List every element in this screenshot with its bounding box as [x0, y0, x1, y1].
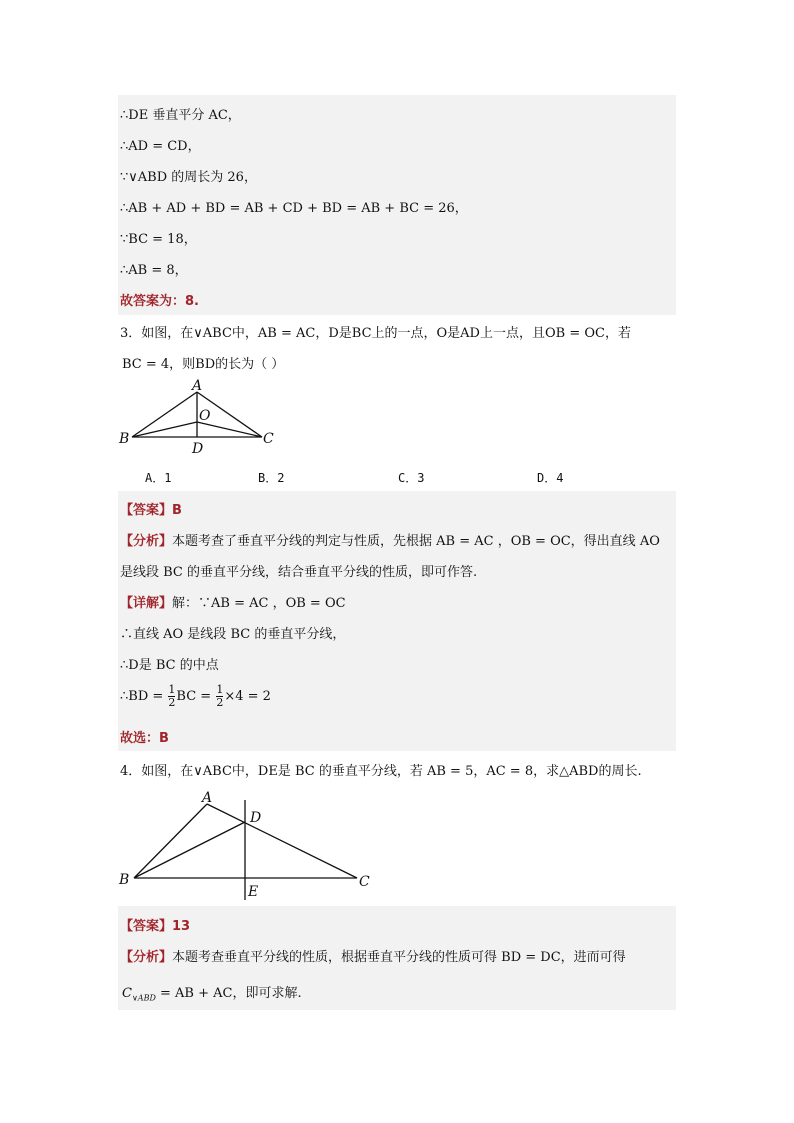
analysis-text: 本题考查垂直平分线的性质，根据垂直平分线的性质可得 BD = DC，进而可得	[172, 950, 626, 965]
q4-label-b: B	[119, 872, 130, 888]
q3-detail-line-2: ∴直线 AO 是线段 BC 的垂直平分线，	[120, 627, 346, 642]
analysis-tag: 【分析】	[120, 534, 173, 549]
solution-line-1: ∴DE 垂直平分 AC，	[120, 108, 241, 123]
solution-block-q4	[118, 906, 676, 1010]
option-c: C．3	[398, 471, 425, 485]
solution-line-6: ∴AB = 8，	[120, 263, 188, 278]
q4-answer-line	[120, 915, 190, 934]
q3-choose-line	[120, 727, 169, 746]
choose-label: 故选：	[120, 731, 160, 746]
answer-value: 13	[172, 919, 191, 934]
q3-answer-line	[120, 499, 182, 518]
q3-analysis-line-2: 是线段 BC 的垂直平分线，结合垂直平分线的性质，即可作答.	[120, 565, 478, 580]
fraction-half-2: $\frac{1}{2}$	[216, 683, 224, 709]
option-a: A．1	[145, 471, 172, 485]
q3-detail-line-4	[120, 684, 271, 709]
solution-line-2: ∴AD = CD，	[120, 139, 201, 154]
q3-line-1: 3．如图，在∨ABC中，AB = AC，D是BC上的一点，O是AD上一点，且OB = OC，若	[120, 326, 631, 341]
detail-text: 解：∵AB = AC ，OB = OC	[172, 596, 346, 611]
q4-analysis-line-1	[120, 946, 626, 965]
solution-block-q2	[118, 95, 676, 315]
option-b: B．2	[258, 471, 285, 485]
answer-label: 故答案为：	[120, 294, 186, 309]
q4-triangle-figure	[112, 786, 382, 901]
q4-label-c: C	[359, 874, 370, 890]
q3-line-2: BC = 4，则BD的长为（ ）	[122, 357, 285, 372]
analysis-text: 本题考查了垂直平分线的判定与性质，先根据 AB = AC ，OB = OC，得出直线 AO	[172, 534, 660, 549]
bd-mid: BC =	[176, 689, 212, 704]
answer-value: 8.	[185, 294, 199, 309]
q3-label-o: O	[199, 408, 211, 424]
q4-label-e: E	[248, 884, 259, 900]
answer-tag: 【答案】	[120, 919, 173, 934]
q4-label-d: D	[250, 810, 262, 826]
solution-block-q3	[118, 491, 676, 751]
q3-label-a: A	[192, 378, 203, 394]
choose-value: B	[159, 731, 169, 746]
fraction-half-1: $\frac{1}{2}$	[168, 683, 176, 709]
q3-detail-line-3: ∴D是 BC 的中点	[120, 658, 219, 673]
q3-label-c: C	[263, 431, 274, 447]
analysis-line-2-rest: = AB + AC，即可求解.	[155, 986, 302, 1001]
q3-detail-line-1	[120, 592, 346, 611]
answer-value: B	[172, 503, 182, 518]
perimeter-subscript: ∨ABD	[131, 993, 156, 1003]
bd-prefix: ∴BD =	[120, 689, 164, 704]
solution-line-5: ∵BC = 18，	[120, 232, 197, 247]
option-d: D．4	[537, 471, 564, 485]
perimeter-symbol: C	[122, 986, 132, 1001]
answer-line	[120, 290, 199, 309]
answer-tag: 【答案】	[120, 503, 173, 518]
detail-tag: 【详解】	[120, 596, 173, 611]
bd-suffix: ×4 = 2	[224, 689, 271, 704]
solution-line-3: ∵∨ABD 的周长为 26，	[120, 170, 257, 185]
analysis-tag: 【分析】	[120, 950, 173, 965]
q4-analysis-line-2	[122, 982, 302, 1003]
q4-line-1: 4．如图，在∨ABC中，DE是 BC 的垂直平分线，若 AB = 5，AC = 8，求△ABD的周长.	[120, 764, 642, 779]
q4-label-a: A	[202, 790, 213, 806]
q3-triangle-figure	[115, 377, 285, 457]
q3-label-d: D	[192, 441, 204, 457]
solution-line-4: ∴AB + AD + BD = AB + CD + BD = AB + BC = 26，	[120, 201, 468, 216]
q3-analysis-line-1	[120, 530, 660, 549]
q3-label-b: B	[119, 431, 130, 447]
